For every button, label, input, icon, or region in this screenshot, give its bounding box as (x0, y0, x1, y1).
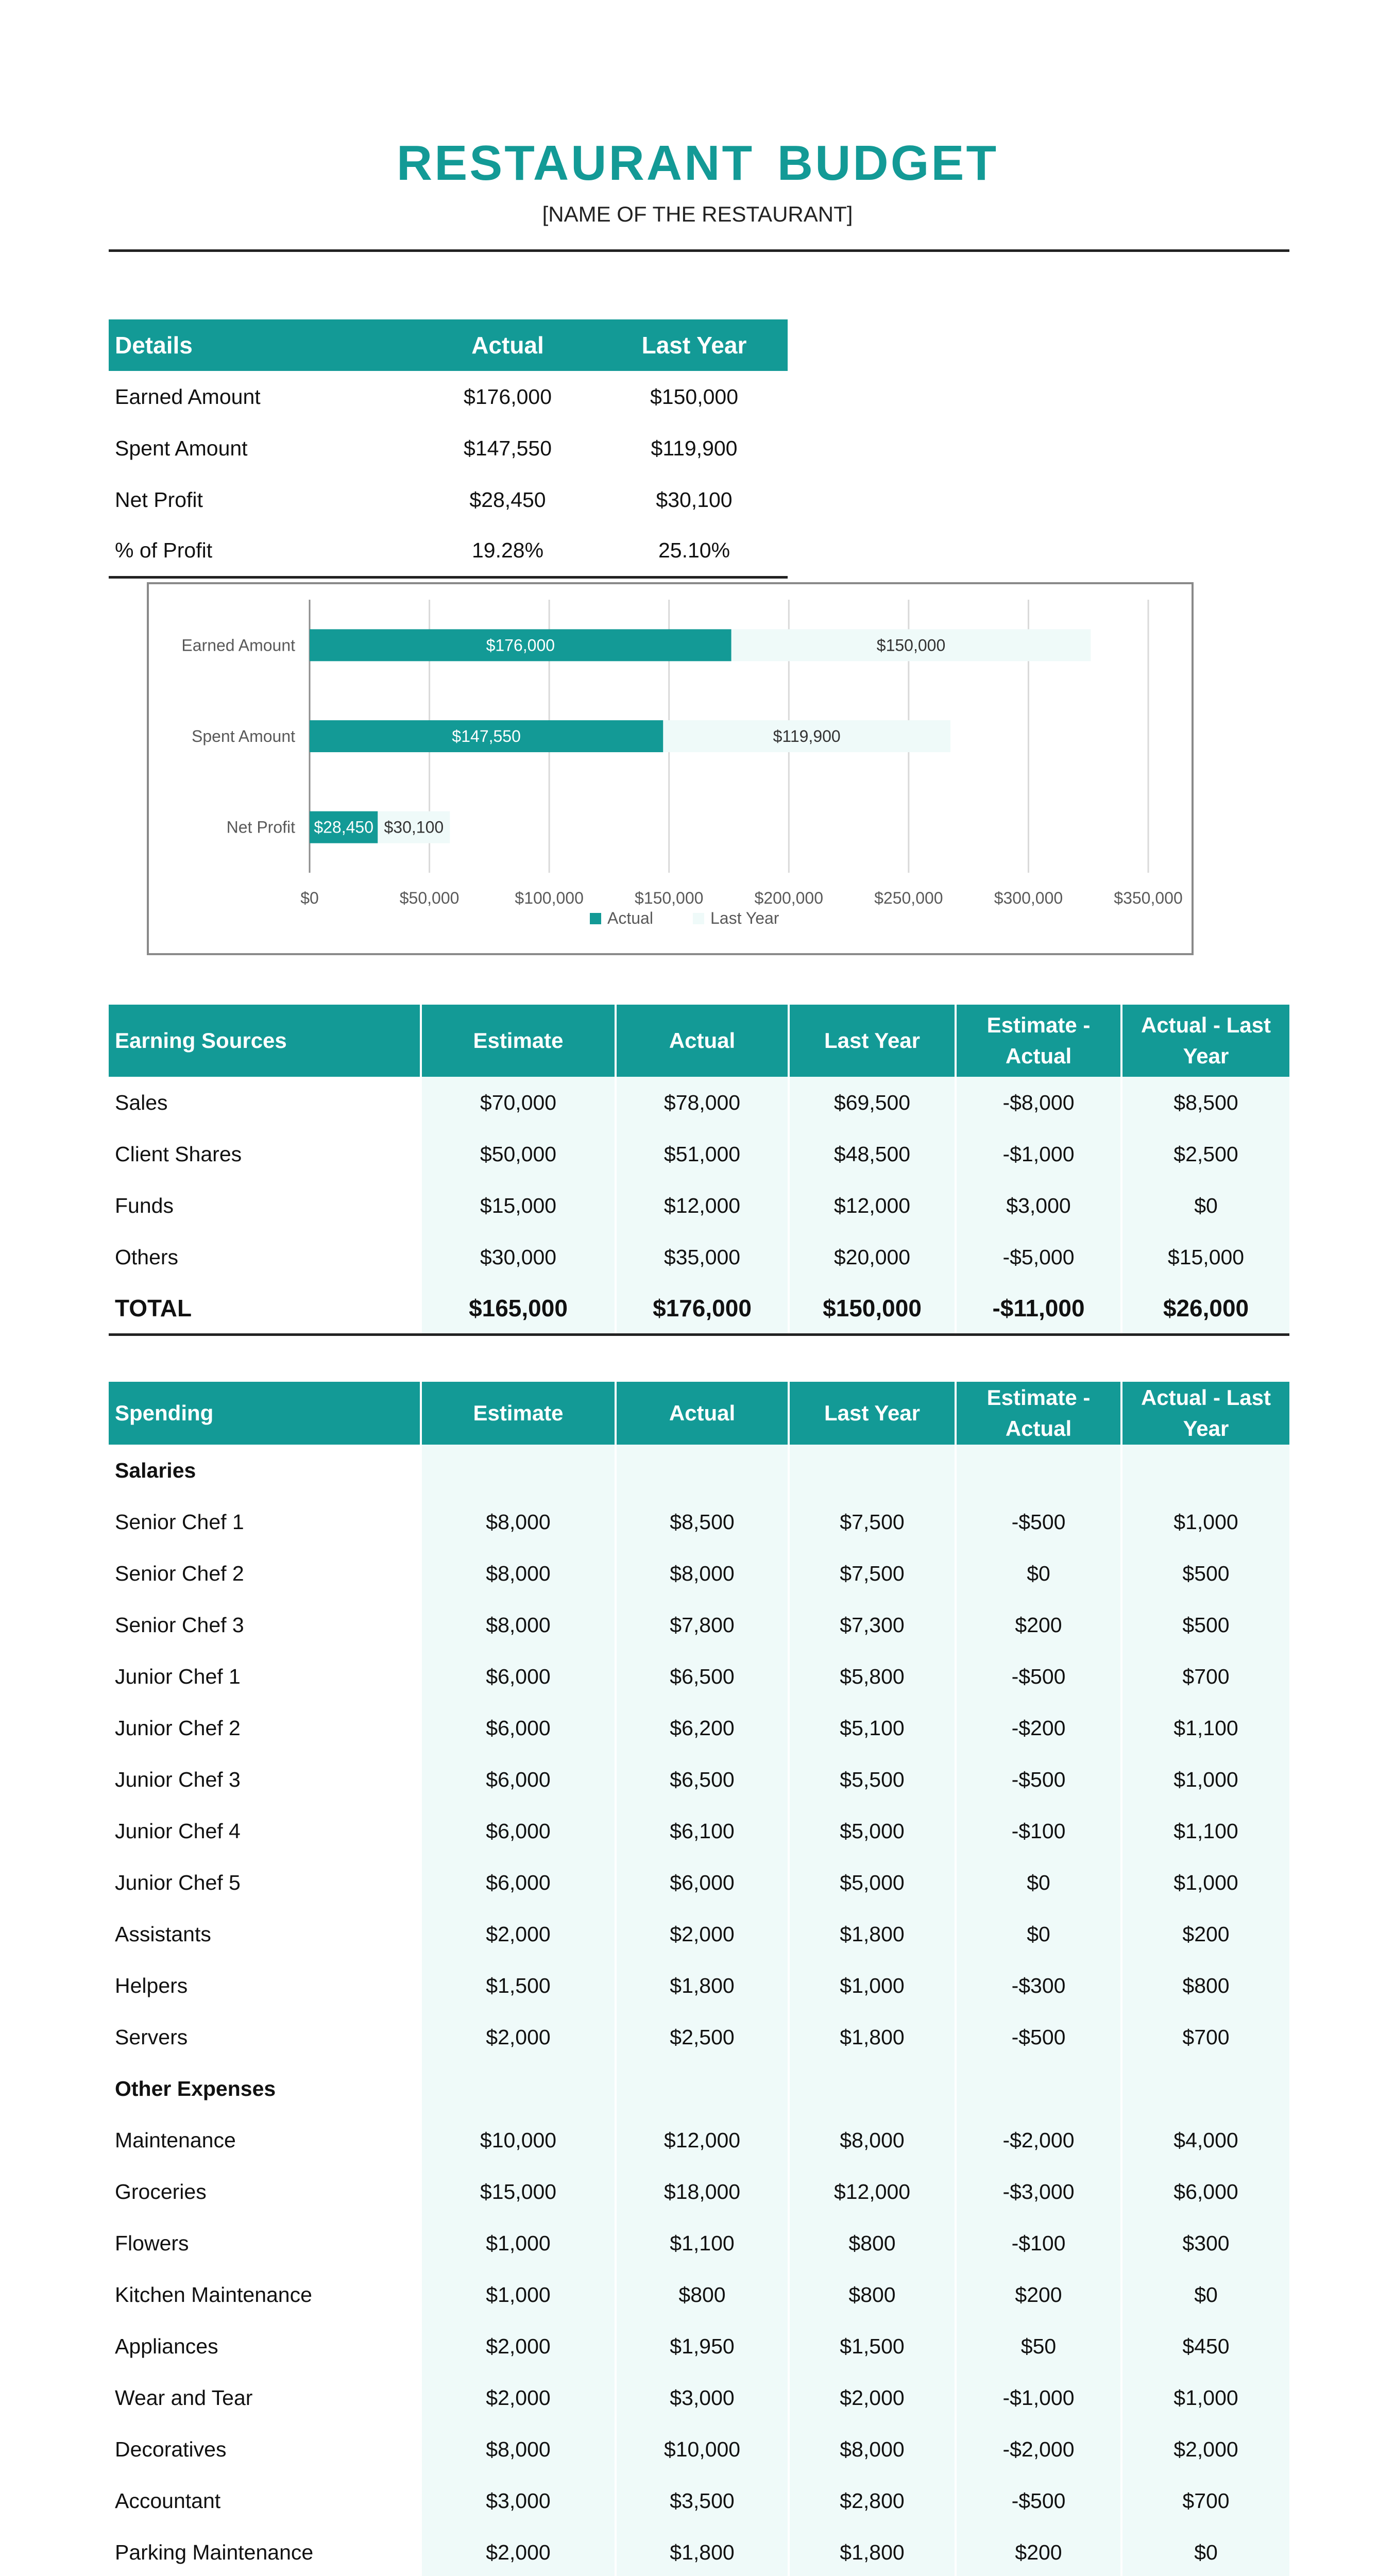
empty-cell (421, 1445, 616, 1496)
cell-value: $5,000 (789, 1805, 956, 1857)
legend-swatch (590, 913, 601, 924)
earning-row (109, 1077, 1289, 1128)
empty-cell (1121, 2063, 1289, 2114)
summary-row (109, 422, 788, 474)
cell-value: $0 (956, 1857, 1121, 1908)
column-header: Last Year (789, 1382, 956, 1445)
category-label: Spent Amount (191, 727, 295, 745)
earning-header-row (109, 1005, 1289, 1077)
x-tick-label: $200,000 (754, 889, 824, 907)
cell-value: $6,000 (421, 1651, 616, 1702)
cell-value: $5,800 (789, 1651, 956, 1702)
cell-value: $500 (1121, 1548, 1289, 1599)
empty-cell (616, 2063, 789, 2114)
legend-label: Last Year (710, 909, 779, 927)
cell-value: $6,200 (616, 1702, 789, 1754)
cell-value: $69,500 (789, 1077, 956, 1128)
x-tick-label: $350,000 (1114, 889, 1183, 907)
cell-value: $200 (1121, 1908, 1289, 1960)
category-label: Earned Amount (181, 636, 295, 655)
cell-value: $1,000 (1121, 2372, 1289, 2424)
salary-row (109, 1702, 1289, 1754)
cell-value: $28,450 (469, 487, 546, 512)
cell-value: $8,000 (789, 2424, 956, 2475)
cell-value: -$8,000 (956, 1077, 1121, 1128)
earning-sources-table (109, 1005, 1289, 1336)
column-header: Estimate (421, 1005, 616, 1077)
cell-value: $2,000 (421, 1908, 616, 1960)
restaurant-name: [NAME OF THE RESTAURANT] (542, 202, 853, 226)
row-label: Junior Chef 3 (109, 1754, 421, 1805)
cell-value: -$3,000 (956, 2166, 1121, 2217)
cell-value: $1,500 (789, 2320, 956, 2372)
salary-row (109, 1496, 1289, 1548)
column-header: Spending (109, 1382, 421, 1445)
cell-value: $2,000 (421, 2527, 616, 2576)
row-label: Wear and Tear (109, 2372, 421, 2424)
cell-value: $8,500 (1121, 1077, 1289, 1128)
cell-value: $1,000 (1121, 1496, 1289, 1548)
cell-value: $6,000 (616, 1857, 789, 1908)
cell-value: $0 (1121, 2269, 1289, 2320)
column-header: Actual (415, 319, 601, 371)
data-label: $119,900 (773, 727, 841, 745)
spending-table (109, 1382, 1289, 2576)
column-header: Actual - Last Year (1121, 1005, 1289, 1077)
cell-value: $2,000 (421, 2320, 616, 2372)
cell-value: 25.10% (601, 526, 788, 577)
cell-value: $8,000 (789, 2114, 956, 2166)
cell-value: $1,100 (1121, 1702, 1289, 1754)
x-tick-label: $150,000 (634, 889, 704, 907)
data-label: $147,550 (452, 727, 521, 745)
cell-value: $5,500 (789, 1754, 956, 1805)
cell-value: $119,900 (651, 436, 738, 460)
salary-row (109, 1908, 1289, 1960)
salary-row (109, 1805, 1289, 1857)
cell-value: $1,800 (789, 2527, 956, 2576)
summary-row (109, 474, 788, 526)
cell-value: $10,000 (421, 2114, 616, 2166)
cell-value: $700 (1121, 2475, 1289, 2527)
legend-swatch (693, 913, 704, 924)
cell-value: $1,800 (789, 1908, 956, 1960)
row-label: Assistants (109, 1908, 421, 1960)
cell-value: $1,950 (616, 2320, 789, 2372)
cell-value: $0 (956, 1548, 1121, 1599)
row-label: Junior Chef 1 (109, 1651, 421, 1702)
row-label: Client Shares (109, 1128, 421, 1180)
cell-value: $8,000 (616, 1548, 789, 1599)
cell-value: $6,000 (421, 1754, 616, 1805)
column-header: Actual (616, 1005, 789, 1077)
data-label: $150,000 (876, 636, 946, 655)
column-header: Details (109, 319, 415, 371)
row-label: Maintenance (109, 2114, 421, 2166)
cell-value: $500 (1121, 1599, 1289, 1651)
row-label: Funds (109, 1180, 421, 1231)
row-label: Helpers (109, 1960, 421, 2011)
row-label: Servers (109, 2011, 421, 2063)
cell-value: $200 (956, 1599, 1121, 1651)
row-label: Junior Chef 5 (109, 1857, 421, 1908)
cell-value: $165,000 (421, 1283, 616, 1334)
cell-value: -$200 (956, 1702, 1121, 1754)
empty-cell (956, 2063, 1121, 2114)
cell-value: $800 (789, 2269, 956, 2320)
salary-row (109, 1548, 1289, 1599)
row-label: TOTAL (109, 1283, 421, 1334)
cell-value: $6,500 (616, 1754, 789, 1805)
row-label: % of Profit (109, 526, 415, 577)
cell-value: -$2,000 (956, 2114, 1121, 2166)
cell-value: $12,000 (616, 1180, 789, 1231)
row-label: Earned Amount (115, 384, 261, 409)
cell-value: $700 (1121, 2011, 1289, 2063)
cell-value: $147,550 (463, 436, 552, 460)
cell-value: $12,000 (616, 2114, 789, 2166)
cell-value: $6,500 (616, 1651, 789, 1702)
salary-row (109, 1857, 1289, 1908)
legend-label: Actual (607, 909, 653, 927)
cell-value: -$5,000 (956, 1231, 1121, 1283)
cell-value: $3,500 (616, 2475, 789, 2527)
summary-header-row (109, 319, 788, 371)
salary-row (109, 1754, 1289, 1805)
section-label: Other Expenses (109, 2063, 421, 2114)
cell-value: $1,800 (789, 2011, 956, 2063)
cell-value: $8,000 (421, 2424, 616, 2475)
cell-value: $15,000 (421, 2166, 616, 2217)
cell-value: $2,500 (1121, 1128, 1289, 1180)
cell-value: $3,000 (616, 2372, 789, 2424)
cell-value: $7,300 (789, 1599, 956, 1651)
cell-value: $1,000 (421, 2269, 616, 2320)
cell-value: -$1,000 (956, 2372, 1121, 2424)
cell-value: $50,000 (421, 1128, 616, 1180)
x-tick-label: $100,000 (515, 889, 584, 907)
row-label: Groceries (109, 2166, 421, 2217)
cell-value: $200 (956, 2527, 1121, 2576)
column-header: Last Year (789, 1005, 956, 1077)
cell-value: $3,000 (956, 1180, 1121, 1231)
salaries-section-row (109, 1445, 1289, 1496)
column-header: Estimate (421, 1382, 616, 1445)
column-header: Estimate - Actual (956, 1005, 1121, 1077)
row-label: Junior Chef 4 (109, 1805, 421, 1857)
cell-value: $2,000 (421, 2011, 616, 2063)
row-label: Junior Chef 2 (109, 1702, 421, 1754)
cell-value: $30,000 (421, 1231, 616, 1283)
data-label: $28,450 (314, 818, 374, 837)
expense-row (109, 2114, 1289, 2166)
title-divider (109, 249, 1289, 252)
cell-value: $1,100 (616, 2217, 789, 2269)
row-label: Senior Chef 3 (109, 1599, 421, 1651)
x-tick-label: $0 (300, 889, 319, 907)
x-tick-label: $250,000 (874, 889, 943, 907)
x-tick-label: $300,000 (994, 889, 1063, 907)
expense-row (109, 2320, 1289, 2372)
cell-value: $8,500 (616, 1496, 789, 1548)
cell-value: $7,800 (616, 1599, 789, 1651)
cell-value: $2,500 (616, 2011, 789, 2063)
cell-value: $6,000 (421, 1857, 616, 1908)
empty-cell (789, 2063, 956, 2114)
empty-cell (956, 1445, 1121, 1496)
cell-value: $1,000 (1121, 1857, 1289, 1908)
cell-value: $15,000 (421, 1180, 616, 1231)
salary-row (109, 1599, 1289, 1651)
cell-value: $150,000 (789, 1283, 956, 1334)
column-header: Actual - Last Year (1121, 1382, 1289, 1445)
column-header: Last Year (601, 319, 788, 371)
cell-value: $2,800 (789, 2475, 956, 2527)
comparison-chart (147, 582, 1194, 955)
spending-header-row (109, 1382, 1289, 1445)
salary-row (109, 1960, 1289, 2011)
row-label: Accountant (109, 2475, 421, 2527)
row-label: Decoratives (109, 2424, 421, 2475)
cell-value: $2,000 (1121, 2424, 1289, 2475)
earning-row (109, 1231, 1289, 1283)
cell-value: -$500 (956, 2011, 1121, 2063)
data-label: $30,100 (384, 818, 444, 837)
cell-value: $8,000 (421, 1496, 616, 1548)
cell-value: $15,000 (1121, 1231, 1289, 1283)
cell-value: -$500 (956, 1651, 1121, 1702)
cell-value: $48,500 (789, 1128, 956, 1180)
cell-value: $176,000 (463, 384, 552, 409)
row-label: Sales (109, 1077, 421, 1128)
cell-value: $2,000 (421, 2372, 616, 2424)
cell-value: $1,800 (616, 1960, 789, 2011)
cell-value: $8,000 (421, 1548, 616, 1599)
cell-value: $51,000 (616, 1128, 789, 1180)
earning-row (109, 1180, 1289, 1231)
cell-value: $70,000 (421, 1077, 616, 1128)
cell-value: $0 (1121, 1180, 1289, 1231)
section-label: Salaries (109, 1445, 421, 1496)
cell-value: $50 (956, 2320, 1121, 2372)
other-expenses-section-row (109, 2063, 1289, 2114)
cell-value: $12,000 (789, 1180, 956, 1231)
cell-value: $450 (1121, 2320, 1289, 2372)
expense-row (109, 2217, 1289, 2269)
expense-row (109, 2527, 1289, 2576)
cell-value: $3,000 (421, 2475, 616, 2527)
cell-value: -$500 (956, 1754, 1121, 1805)
cell-value: $1,100 (1121, 1805, 1289, 1857)
cell-value: $200 (956, 2269, 1121, 2320)
row-label: Senior Chef 2 (109, 1548, 421, 1599)
row-label: Spent Amount (115, 436, 248, 460)
cell-value: $20,000 (789, 1231, 956, 1283)
cell-value: -$11,000 (956, 1283, 1121, 1334)
row-label: Flowers (109, 2217, 421, 2269)
cell-value: $5,000 (789, 1857, 956, 1908)
cell-value: $176,000 (616, 1283, 789, 1334)
column-header: Actual (616, 1382, 789, 1445)
cell-value: $6,100 (616, 1805, 789, 1857)
empty-cell (616, 1445, 789, 1496)
data-label: $176,000 (486, 636, 555, 655)
summary-row (109, 371, 788, 422)
summary-table (109, 319, 788, 579)
page-title: RESTAURANT BUDGET (396, 135, 999, 191)
bar-chart-svg (149, 584, 1192, 953)
expense-row (109, 2475, 1289, 2527)
cell-value: -$1,000 (956, 1128, 1121, 1180)
expense-row (109, 2372, 1289, 2424)
cell-value: -$500 (956, 2475, 1121, 2527)
empty-cell (421, 2063, 616, 2114)
summary-row (109, 526, 788, 577)
cell-value: $6,000 (421, 1805, 616, 1857)
cell-value: $78,000 (616, 1077, 789, 1128)
row-label: Kitchen Maintenance (109, 2269, 421, 2320)
row-label: Parking Maintenance (109, 2527, 421, 2576)
category-label: Net Profit (226, 818, 295, 837)
cell-value: $0 (1121, 2527, 1289, 2576)
cell-value: $5,100 (789, 1702, 956, 1754)
cell-value: $150,000 (650, 384, 738, 409)
cell-value: $8,000 (421, 1599, 616, 1651)
cell-value: $1,000 (1121, 1754, 1289, 1805)
cell-value: 19.28% (415, 526, 601, 577)
cell-value: $18,000 (616, 2166, 789, 2217)
cell-value: $2,000 (616, 1908, 789, 1960)
cell-value: $7,500 (789, 1548, 956, 1599)
cell-value: $800 (789, 2217, 956, 2269)
cell-value: $26,000 (1121, 1283, 1289, 1334)
cell-value: $2,000 (789, 2372, 956, 2424)
column-header: Estimate - Actual (956, 1382, 1121, 1445)
cell-value: $30,100 (656, 487, 733, 512)
row-label: Senior Chef 1 (109, 1496, 421, 1548)
row-label: Net Profit (115, 487, 203, 512)
cell-value: $4,000 (1121, 2114, 1289, 2166)
cell-value: -$2,000 (956, 2424, 1121, 2475)
salary-row (109, 2011, 1289, 2063)
expense-row (109, 2424, 1289, 2475)
cell-value: -$300 (956, 1960, 1121, 2011)
cell-value: $700 (1121, 1651, 1289, 1702)
column-header: Earning Sources (109, 1005, 421, 1077)
cell-value: $800 (1121, 1960, 1289, 2011)
cell-value: $1,000 (421, 2217, 616, 2269)
earning-row (109, 1128, 1289, 1180)
cell-value: $10,000 (616, 2424, 789, 2475)
x-tick-label: $50,000 (399, 889, 460, 907)
cell-value: $1,800 (616, 2527, 789, 2576)
cell-value: $1,500 (421, 1960, 616, 2011)
cell-value: $300 (1121, 2217, 1289, 2269)
row-label: Others (109, 1231, 421, 1283)
cell-value: $6,000 (1121, 2166, 1289, 2217)
cell-value: $0 (956, 1908, 1121, 1960)
cell-value: $12,000 (789, 2166, 956, 2217)
cell-value: -$100 (956, 1805, 1121, 1857)
cell-value: -$500 (956, 1496, 1121, 1548)
expense-row (109, 2269, 1289, 2320)
salary-row (109, 1651, 1289, 1702)
cell-value: $1,000 (789, 1960, 956, 2011)
cell-value: $800 (616, 2269, 789, 2320)
expense-row (109, 2166, 1289, 2217)
cell-value: $6,000 (421, 1702, 616, 1754)
cell-value: $35,000 (616, 1231, 789, 1283)
row-label: Appliances (109, 2320, 421, 2372)
cell-value: $7,500 (789, 1496, 956, 1548)
earning-total-row (109, 1283, 1289, 1334)
empty-cell (1121, 1445, 1289, 1496)
empty-cell (789, 1445, 956, 1496)
cell-value: -$100 (956, 2217, 1121, 2269)
